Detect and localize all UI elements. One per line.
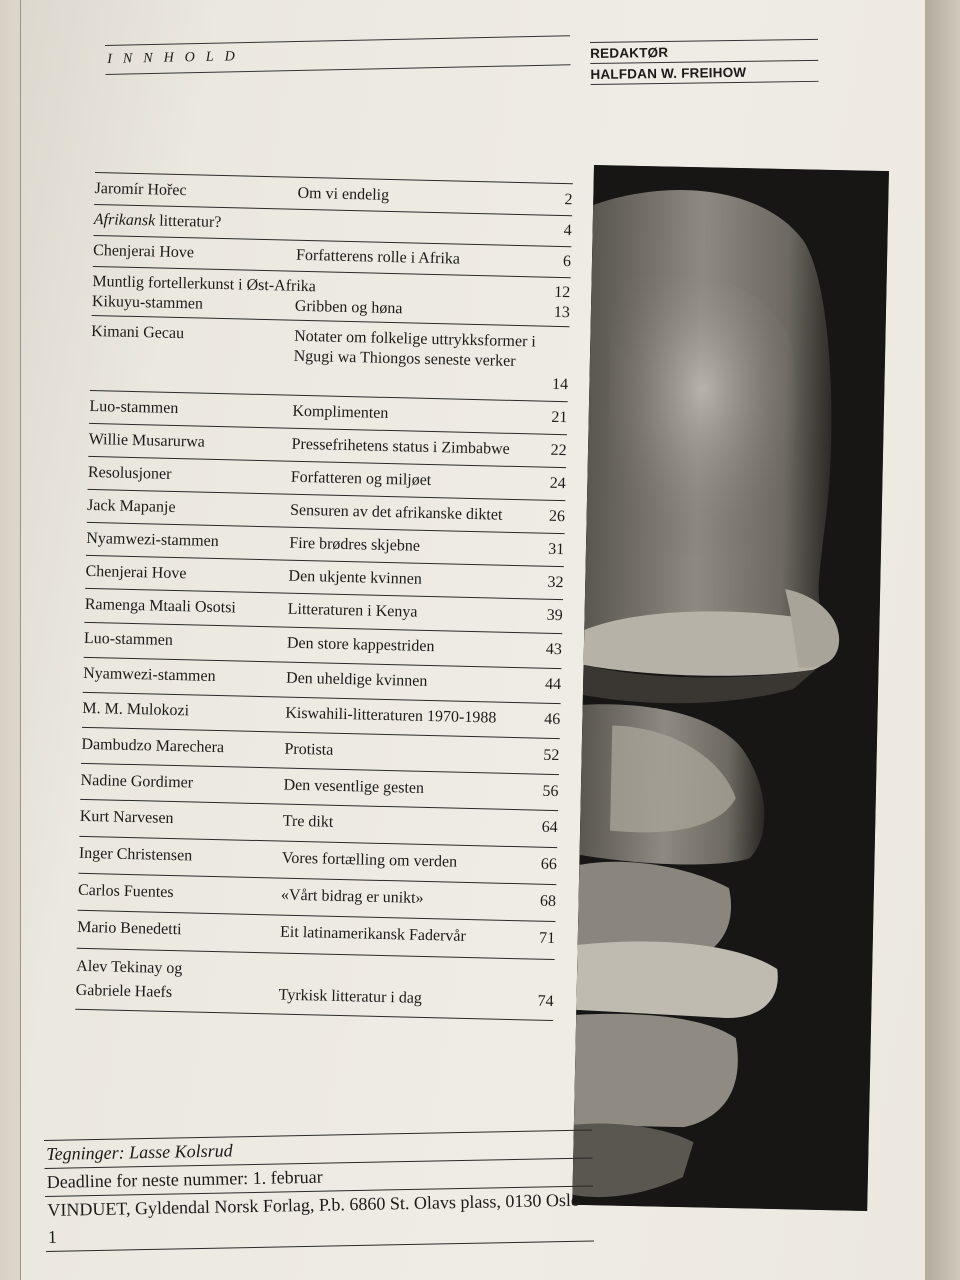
toc-author: Nyamwezi-stammen: [86, 529, 219, 551]
toc-author: M. M. Mulokozi: [82, 699, 190, 720]
publisher-address: VINDUET, Gyldendal Norsk Forlag, P.b. 6860 St. Olavs plass, 0130 Oslo 1: [45, 1185, 594, 1251]
toc-page: 22: [550, 441, 567, 460]
toc-author: Afrikansk litteratur?: [93, 210, 222, 231]
editor-label: REDAKTØR: [590, 44, 669, 61]
editor-block: [590, 39, 819, 85]
colophon: [44, 1129, 594, 1252]
toc-author-italic: Afrikansk: [93, 210, 156, 230]
toc-title: Protista: [284, 740, 334, 759]
toc-page: 39: [546, 606, 563, 625]
toc-title: Forfatteren og miljøet: [290, 468, 432, 490]
toc-author: Chenjerai Hove: [85, 562, 187, 583]
toc-row: [75, 948, 554, 1020]
toc-row: [90, 315, 570, 401]
toc-author: Luo-stammen: [89, 397, 179, 418]
toc-author: Jaromír Hořec: [94, 179, 187, 200]
page-edge: [925, 0, 960, 1280]
toc-author: Ramenga Mtaali Osotsi: [84, 595, 237, 617]
toc-title: Den vesentlige gesten: [283, 776, 425, 797]
toc-title: Pressefrihetens status i Zimbabwe: [291, 435, 510, 458]
editor-name: HALFDAN W. FREIHOW: [590, 64, 747, 82]
toc-title: Tyrkisk litteratur i dag: [278, 986, 423, 1007]
toc-title: Tre dikt: [282, 812, 334, 831]
toc-title: Notater om folkelige uttrykksformer i Ngugi wa Thiongos seneste verker: [293, 327, 537, 370]
drawings-credit: Tegninger: Lasse Kolsrud: [44, 1129, 592, 1168]
toc-author: Resolusjoner: [87, 463, 172, 483]
mask-photograph: [572, 165, 889, 1211]
toc-author: Nadine Gordimer: [80, 771, 194, 792]
mask-image: [572, 165, 889, 1211]
toc-author: Inger Christensen: [78, 844, 193, 865]
toc-page: 43: [545, 640, 563, 659]
toc-author: Nyamwezi-stammen: [82, 664, 216, 685]
toc-author: Kimani Gecau: [91, 322, 185, 343]
toc-author: Alev Tekinay og: [76, 957, 183, 978]
toc-page: 6: [562, 253, 572, 271]
deadline-note: Deadline for neste nummer: 1. februar: [45, 1157, 593, 1196]
contents-heading: INNHOLD: [107, 49, 246, 67]
toc-page: 12: [554, 283, 571, 302]
toc-author: Jack Mapanje: [86, 496, 176, 516]
toc-title: Den store kappestriden: [286, 634, 435, 656]
toc-page: 71: [538, 929, 556, 948]
toc-title: Om vi endelig: [297, 184, 390, 204]
toc-author: Carlos Fuentes: [77, 881, 174, 902]
toc-author: Willie Musarurwa: [88, 430, 206, 451]
toc-page: 2: [564, 191, 573, 209]
toc-page: 13: [553, 303, 571, 322]
toc-title: Litteraturen i Kenya: [287, 600, 418, 621]
toc-page: 44: [544, 675, 562, 694]
toc-page: 14: [551, 375, 569, 394]
toc-title: «Vårt bidrag er unikt»: [280, 886, 424, 907]
toc-author: Muntlig fortellerkunst i Øst-Afrika: [92, 272, 317, 296]
toc-author: Luo-stammen: [83, 629, 174, 649]
toc-page: 4: [563, 222, 572, 240]
table-of-contents: [75, 172, 573, 1021]
toc-page: 31: [548, 540, 565, 559]
toc-title: Forfatterens rolle i Afrika: [295, 246, 461, 268]
toc-page: 56: [542, 782, 559, 801]
toc-author: Kurt Narvesen: [79, 807, 174, 828]
toc-page: 26: [548, 507, 566, 526]
toc-title: Vores fortælling om verden: [281, 849, 458, 871]
toc-author: Dambudzo Marechera: [81, 735, 225, 757]
toc-page: 24: [549, 474, 566, 493]
toc-title: Sensuren av det afrikanske diktet: [289, 501, 503, 524]
toc-title: Den ukjente kvinnen: [288, 567, 422, 588]
toc-title: Den uheldige kvinnen: [285, 669, 428, 690]
toc-page: 52: [543, 746, 560, 765]
toc-author: Kikuyu-stammen: [91, 292, 204, 313]
toc-author-line2: Gabriele Haefs: [75, 981, 173, 1002]
toc-page: 64: [541, 818, 558, 837]
toc-title: Fire brødres skjebne: [289, 534, 421, 555]
toc-page: 74: [537, 992, 554, 1011]
toc-title: Eit latinamerikansk Fadervår: [279, 923, 467, 945]
toc-title: Kiswahili-litteraturen 1970-1988: [285, 704, 497, 727]
toc-author: Chenjerai Hove: [92, 241, 195, 262]
toc-page: 68: [539, 892, 557, 911]
toc-page: 66: [540, 855, 558, 874]
toc-page: 21: [551, 408, 568, 427]
toc-author: Mario Benedetti: [77, 918, 182, 939]
toc-title: Komplimenten: [292, 402, 389, 422]
toc-page: 46: [544, 710, 561, 729]
toc-title: Gribben og høna: [294, 297, 403, 318]
toc-page: 32: [547, 573, 564, 592]
